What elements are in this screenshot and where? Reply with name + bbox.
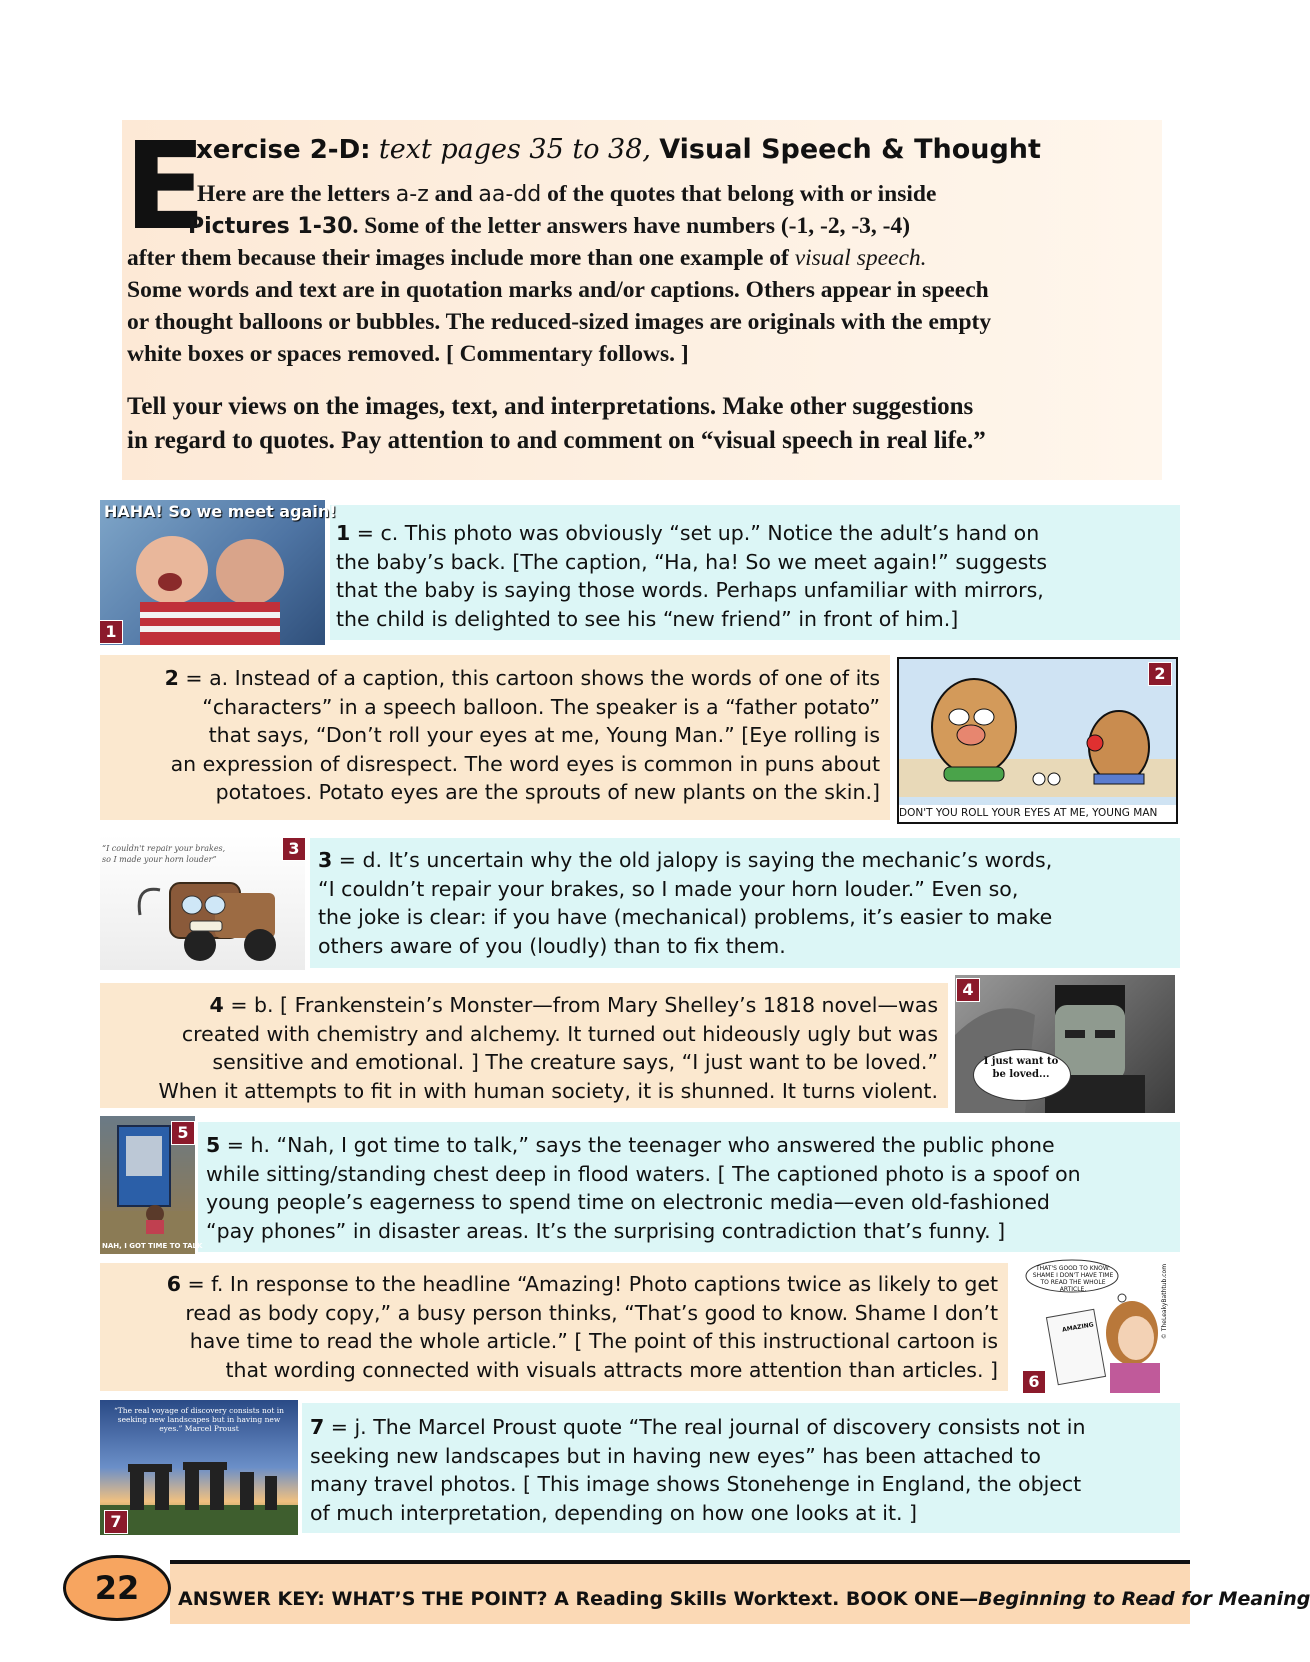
- badge: 7: [104, 1510, 128, 1534]
- photo-stonehenge: [100, 1400, 298, 1535]
- photo-tow-truck: [100, 835, 305, 970]
- badge: 2: [1148, 662, 1172, 686]
- image-caption: NAH, I GOT TIME TO TALK: [102, 1242, 203, 1250]
- photo-babies-mirror: [100, 500, 337, 645]
- badge: 4: [956, 978, 980, 1002]
- image-caption: DON'T YOU ROLL YOUR EYES AT ME, YOUNG MAN: [899, 805, 1176, 822]
- image-caption: HAHA! So we meet again!: [104, 502, 337, 521]
- answer-text-7: 7 = j. The Marcel Proust quote “The real journal of discovery consists not in seeking new landscapes but in having new eyes” has been attached to many travel photos. [ This image shows Stonehenge in England, the object of much interpretation, depending on how one looks at it. ]: [310, 1415, 1086, 1525]
- exercise-pages: text pages 35 to 38,: [378, 134, 651, 165]
- image-credit: © TheLeakyBathtub.com: [1161, 1263, 1169, 1340]
- page-number: 22: [63, 1555, 171, 1621]
- drop-cap: E: [124, 118, 206, 257]
- answer-text-6: 6 = f. In response to the headline “Amazing! Photo captions twice as likely to get read as body copy,” a busy person thinks, “That’s good to know. Shame I don’t have time to read the whole article.” [ The point of this instructional cartoon is that wording connected with visuals attracts more attention than articles. ]: [166, 1272, 998, 1382]
- badge: 1: [99, 620, 123, 644]
- badge: 6: [1022, 1370, 1046, 1394]
- intro-line-3: after them because their images include more than one example of visual speech.: [127, 245, 927, 271]
- exercise-label: xercise 2-D:: [196, 135, 371, 165]
- photo-frankenstein: [955, 975, 1175, 1113]
- intro-line-2: Pictures 1-30. Some of the letter answers have numbers (-1, -2, -3, -4): [188, 213, 911, 239]
- intro-line-6: white boxes or spaces removed. [ Commentary follows. ]: [127, 341, 689, 367]
- intro-line-5: or thought balloons or bubbles. The reduced-sized images are originals with the empty: [127, 309, 992, 335]
- answer-text-2: 2 = a. Instead of a caption, this cartoon shows the words of one of its “characters” in a speech balloon. The speaker is a “father potato” that says, “Don’t roll your eyes at me, Young Man.” [Eye rolling is an expression of disrespect. The word eyes is common in puns about potatoes. Potato eyes are the sprouts of new plants on the skin.]: [164, 666, 880, 804]
- thought-bubble-text: THAT'S GOOD TO KNOW. SHAME I DON'T HAVE TIME TO READ THE WHOLE ARTICLE.: [1032, 1265, 1114, 1293]
- badge: 3: [282, 837, 306, 861]
- image-caption: I just want to be loved...: [983, 1056, 1059, 1080]
- answer-text-3: 3 = d. It’s uncertain why the old jalopy is saying the mechanic’s words, “I couldn’t repair your brakes, so I made your horn louder.” Even so, the joke is clear: if you have (mechanical) problems, it’s easier to make others aware of you (loudly) than to fix them.: [318, 848, 1053, 958]
- answer-text-1: 1 = c. This photo was obviously “set up.” Notice the adult’s hand on the baby’s back. [The caption, “Ha, ha! So we meet again!” suggests that the baby is saying those words. Perhaps unfamiliar with mirrors, the child is delighted to see his “new friend” in front of him.]: [336, 521, 1048, 631]
- footer-title: ANSWER KEY: WHAT’S THE POINT? A Reading Skills Worktext. BOOK ONE—Beginning to Read for Meaning: [178, 1588, 1310, 1610]
- exercise-topic: Visual Speech & Thought: [659, 134, 1041, 165]
- intro-line-4: Some words and text are in quotation marks and/or captions. Others appear in speech: [127, 277, 989, 303]
- exercise-title: [196, 134, 1041, 165]
- image-caption: “The real voyage of discovery consists not in seeking new landscapes but in having new eyes.” Marcel Proust: [113, 1406, 285, 1433]
- intro-line-1: Here are the letters a-z and aa-dd of the quotes that belong with or inside: [197, 181, 937, 207]
- image-caption: “I couldn't repair your brakes, so I made your horn louder”: [102, 844, 226, 864]
- badge: 5: [171, 1121, 195, 1145]
- headline-text: AMAZING: [1061, 1321, 1095, 1334]
- answer-text-4: 4 = b. [ Frankenstein’s Monster—from Mary Shelley’s 1818 novel—was created with chemistry and alchemy. It turned out hideously ugly but was sensitive and emotional. ] The creature says, “I just want to be loved.” When it attempts to fit in with human society, it is shunned. It turns violent.: [158, 993, 938, 1103]
- intro-para2-line-1: Tell your views on the images, text, and interpretations. Make other suggestions: [127, 393, 974, 420]
- answer-text-5: 5 = h. “Nah, I got time to talk,” says the teenager who answered the public phone while sitting/standing chest deep in flood waters. [ The captioned photo is a spoof on young people’s eagerness to spend time on electronic media—even old-fashioned “pay phones” in disaster areas. It’s the surprising contradiction that’s funny. ]: [206, 1133, 1081, 1243]
- cartoon-potatoes: [897, 657, 1178, 824]
- intro-para2-line-2: in regard to quotes. Pay attention to and comment on “visual speech in real life.”: [127, 427, 986, 454]
